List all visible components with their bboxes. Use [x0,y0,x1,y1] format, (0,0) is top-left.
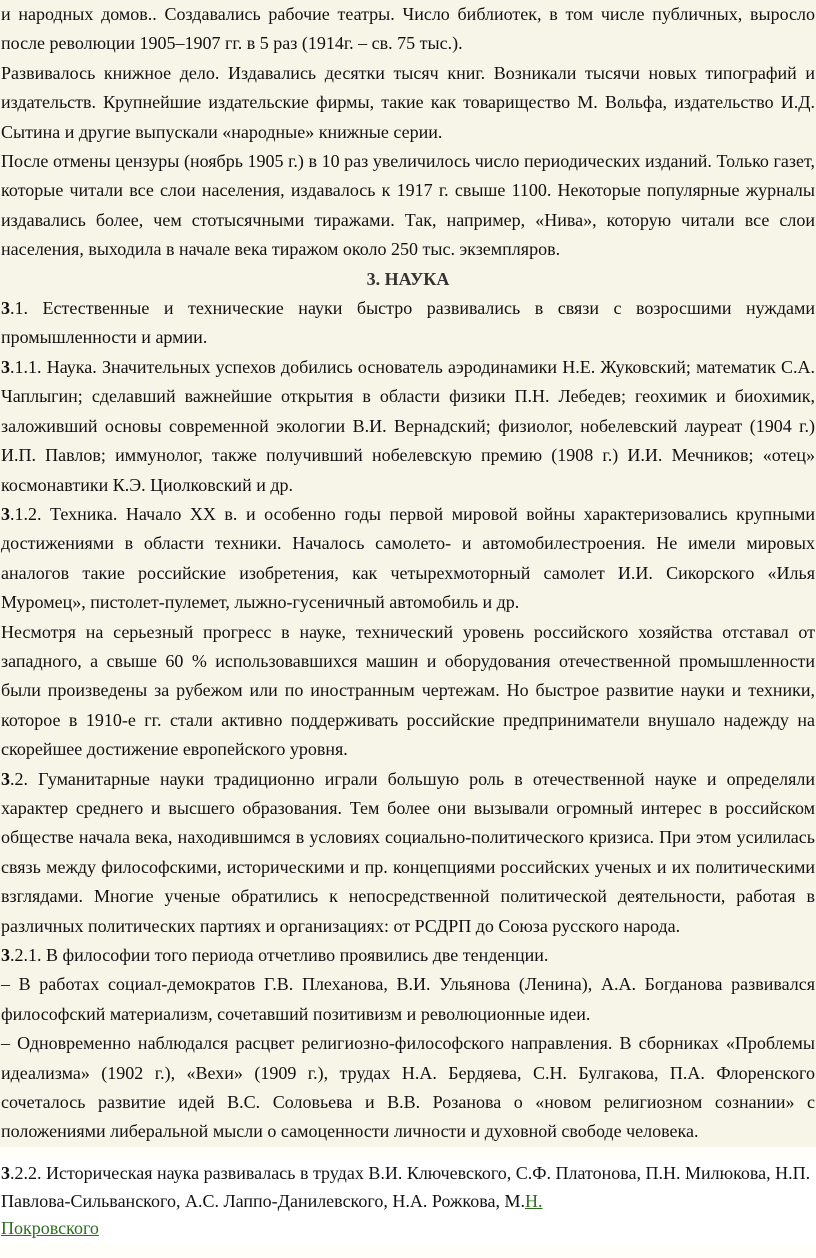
section-number: 3 [1,298,10,319]
paragraph-3-2-1 [1,941,815,970]
section-number: 3 [1,1163,10,1183]
paragraph-text: .2. Гуманитарные науки традиционно играли большую роль в отечественной науке и определяли характер среднего и высшего образования. Тем более они вызывали огромный интерес в российском обществе начала века, находившимся в условиях социально-политического кризиса. При этом усилилась связь между философскими, историческими и пр. концепциями российских ученых и их политическими взглядами. Многие ученые обратились к непосредственной политической деятельности, работая в различных политических партиях и организациях: от РСДРП до Союза русского народа. [1,768,815,936]
paragraph-religious-philosophy: – Одновременно наблюдался расцвет религиозно-философского направления. В сборниках «Проблемы идеализма» (1902 г.), «Вехи» (1909 г.), трудах Н.А. Бердяева, С.Н. Булгакова, П.А. Флоренского сочеталось развитие идей В.С. Соловьева и В.В. Розанова о «новом религиозном сознании» с положениями либеральной мысли о самоценности личности и духовной свободе человека. [1,1033,815,1142]
paragraph-text: .1.1. Наука. Значительных успехов добились основатель аэродинамики Н.Е. Жуковский; математик С.А. Чаплыгин; сделавший важнейшие открытия в области физики П.Н. Лебедев; геохимик и биохимик, заложивший основы современной экологии В.И. Вернадский; физиолог, нобелевский лауреат (1904 г.) И.П. Павлов; иммунолог, также получивший нобелевскую премию (1908 г.) И.И. Мечников; «отец» космонавтики К.Э. Циолковский и др. [1,356,815,495]
paragraph-3-2 [1,765,815,941]
section-number: 3 [1,768,10,789]
paragraph-3-1 [1,294,815,353]
section-heading: 3. НАУКА [366,268,450,289]
pokrovsky-link-initial[interactable]: Н. [524,1190,543,1211]
footer-text-block [0,1160,816,1243]
paragraph-3-2-2 [1,1160,815,1243]
paragraph-materialism: – В работах социал-демократов Г.В. Плеханова, В.И. Ульянова (Ленина), А.А. Богданова развивался философский материализм, сочетавший позитивизм и революционные идеи. [1,974,815,1024]
pokrovsky-link-surname[interactable]: Покровского [1,1218,99,1238]
section-number: 3 [1,945,10,965]
paragraph-text: .1.2. Техника. Начало XX в. и особенно годы первой мировой войны характеризовались крупными достижениями в области техники. Началось самолето- и автомобилестроения. Не имели мировых аналогов такие российские изобретения, как четырехмоторный самолет И.И. Сикорского «Илья Муромец», пистолет-пулемет, лыжно-гусеничный автомобиль и др. [1,503,815,613]
paragraph-3-1-1 [1,353,815,500]
paragraph-3-1-2 [1,500,815,618]
paragraph-progress: Несмотря на серьезный прогресс в науке, технический уровень российского хозяйства отставал от западного, а свыше 60 % использовавшихся машин и оборудования отечественной промышленности были произведены за рубежом или по иностранным чертежам. Но быстрое развитие науки и техники, которое в 1910-е гг. стали активно поддерживать российские предприниматели внушало надежду на скорейшее достижение европейского уровня. [1,621,815,760]
paragraph-text: .2.1. В философии того периода отчетливо проявились две тенденции. [10,945,549,965]
paragraph-text: .2.2. Историческая наука развивалась в трудах В.И. Ключевского, С.Ф. Платонова, П.Н. Милюкова, Н.П. Павлова-Сильванского, А.С. Лаппо-Данилевского, Н.А. Рожкова, М. [1,1163,811,1211]
section-number: 3 [1,503,10,524]
paragraph-text: .1. Естественные и технические науки быстро развивались в связи с возросшими нуждами промышленности и армии. [1,298,815,348]
section-number: 3 [1,356,10,377]
paragraph-periodicals: После отмены цензуры (ноябрь 1905 г.) в 10 раз увеличилось число периодических изданий. Только газет, которые читали все слои населения, издавалось к 1917 г. свыше 1100. Некоторые популярные журналы издавались более, чем стотысячными тиражами. Так, например, «Нива», которую читали все слои населения, выходила в начале века тиражом около 250 тыс. экземпляров. [1,151,815,260]
paragraph-libraries: и народных домов.. Создавались рабочие театры. Число библиотек, в том числе публичных, выросло после революции 1905–1907 гг. в 5 раз (1914г. – св. 75 тыс.). [1,4,815,54]
paragraph-book-publishing: Развивалось книжное дело. Издавались десятки тысяч книг. Возникали тысячи новых типографий и издательств. Крупнейшие издательские фирмы, такие как товарищество М. Вольфа, издательство И.Д. Сытина и другие выпускали «народные» книжные серии. [1,62,815,142]
